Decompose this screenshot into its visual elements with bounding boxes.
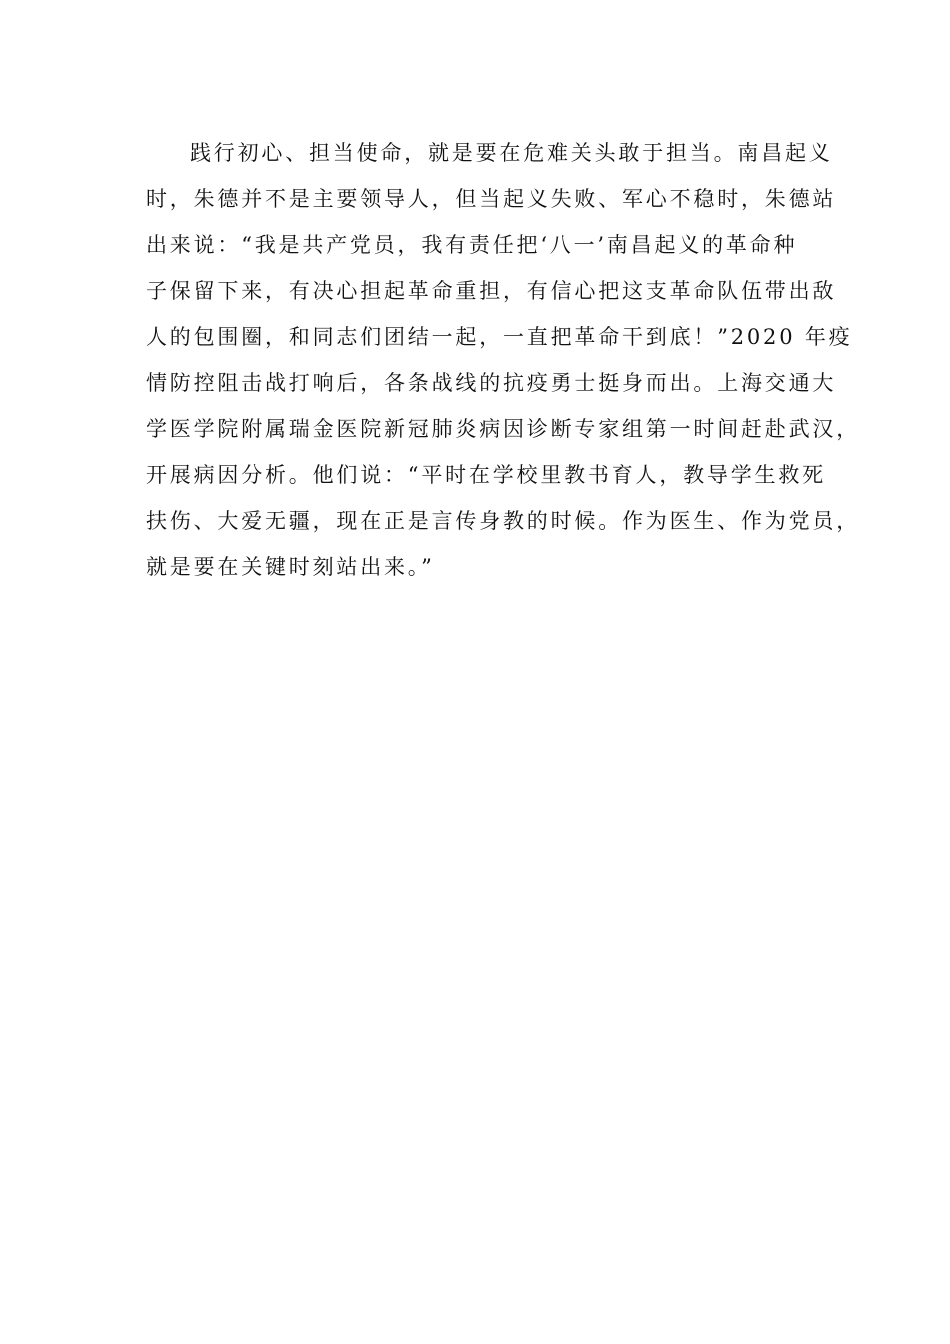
paragraph-line: 开展病因分析。他们说：“平时在学校里教书育人，教导学生救死 xyxy=(146,463,826,487)
paragraph-line: 情防控阻击战打响后，各条战线的抗疫勇士挺身而出。上海交通大 xyxy=(146,371,837,395)
paragraph-line: 时，朱德并不是主要领导人，但当起义失败、军心不稳时，朱德站 xyxy=(146,187,837,211)
body-paragraph xyxy=(146,130,860,590)
paragraph-line: 学医学院附属瑞金医院新冠肺炎病因诊断专家组第一时间赶赴武汉， xyxy=(146,417,860,441)
paragraph-line: 践行初心、担当使命，就是要在危难关头敢于担当。南昌起义 xyxy=(190,141,833,165)
paragraph-line: 子保留下来，有决心担起革命重担，有信心把这支革命队伍带出敌 xyxy=(146,279,837,303)
paragraph-line: 就是要在关键时刻站出来。” xyxy=(146,555,435,579)
paragraph-line: 人的包围圈，和同志们团结一起，一直把革命干到底！”2020 年疫 xyxy=(146,325,853,349)
paragraph-line: 出来说：“我是共产党员，我有责任把‘八一’南昌起义的革命种 xyxy=(146,233,798,257)
paragraph-line: 扶伤、大爱无疆，现在正是言传身教的时候。作为医生、作为党员， xyxy=(146,509,860,533)
